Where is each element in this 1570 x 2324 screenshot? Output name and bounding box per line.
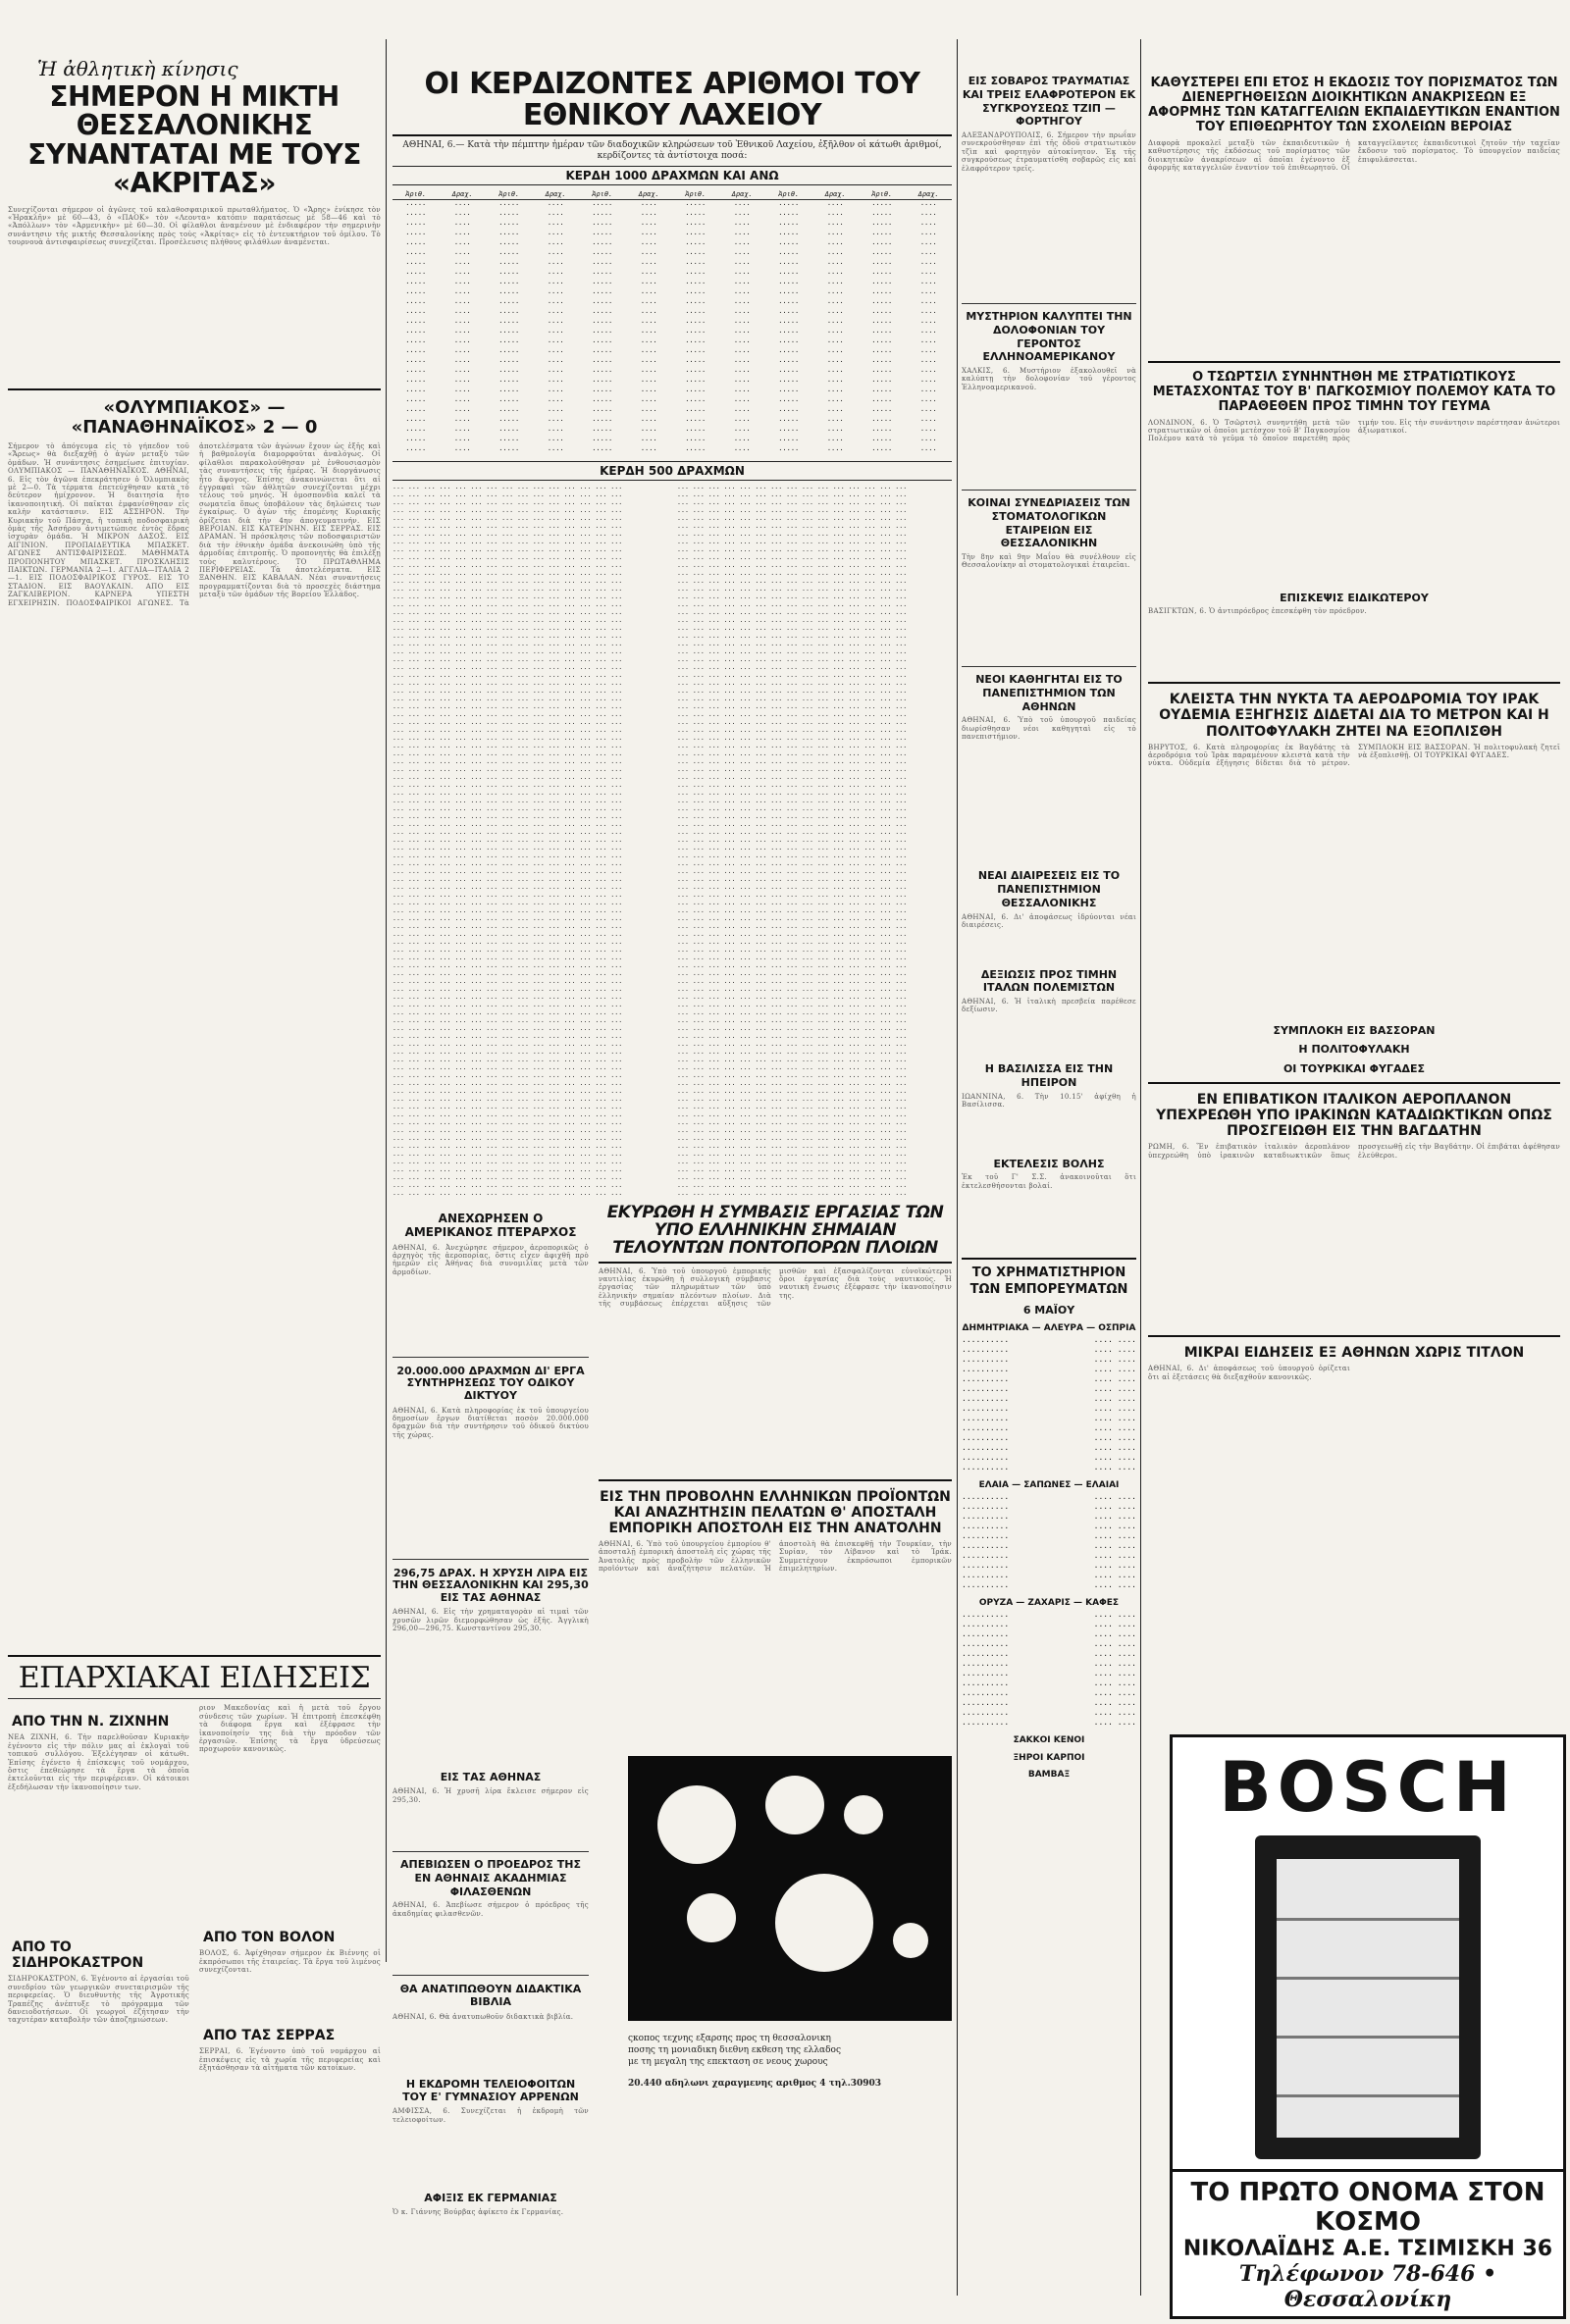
- market-date: 6 ΜΑΪΟΥ: [1022, 1303, 1075, 1317]
- article-headline: Η ΠΟΛΙΤΟΦΥΛΑΚΗ: [1298, 1043, 1410, 1057]
- article-headline: ΑΠΕΒΙΩΣΕΝ Ο ΠΡΟΕΔΡΟΣ ΤΗΣ ΕΝ ΑΘΗΝΑΙΣ ΑΚΑΔΗΜΙΑΣ ΦΙΛΑΣΘΕΝΩΝ: [400, 1858, 581, 1898]
- article-body: ΑΘΗΝΑΙ, 6. Ὑπὸ τοῦ ὑπουργοῦ ἐμπορικῆς ναυτιλίας ἐκυρώθη ἡ συλλογικὴ σύμβασις ἐργασίας τῶν πληρωμάτων τῶν ὑπὸ ἑλληνικὴν σημαίαν πλεόντων πλοίων. Διὰ τῆς συμβάσεως ἐπέρχεται αὔξησις τῶν μισθῶν καὶ ἐξασφαλίζονται εὐνοϊκώτεροι ὅροι ἐργασίας διὰ τοὺς ναυτικούς. Ἡ ναυτικὴ ἕνωσις ἐξέφρασε τὴν ἱκανοποίησιν της.: [599, 1266, 952, 1309]
- table-column-header: Δραχ.: [440, 189, 487, 200]
- price-row: ·········· ···· ····: [962, 1543, 1136, 1552]
- price-row: ·········· ···· ····: [962, 1405, 1136, 1415]
- table-row: ····· ···· ····· ···· ····· ···· ····· ···· ····· ···· ····· ····: [405, 397, 937, 405]
- table-row: ····· ···· ····· ···· ····· ···· ····· ···· ····· ···· ····· ····: [405, 417, 937, 425]
- article-headline: ΚΑΘΥΣΤΕΡΕΙ ΕΠΙ ΕΤΟΣ Η ΕΚΔΟΣΙΣ ΤΟΥ ΠΟΡΙΣΜΑΤΟΣ ΤΩΝ ΔΙΕΝΕΡΓΗΘΕΙΣΩΝ ΔΙΟΙΚΗΤΙΚΩΝ ΑΝΑΚΡΙΣΕΩΝ ΕΞ ΑΦΟΡΜΗΣ ΤΩΝ ΚΑΤΑΓΓΕΛΙΩΝ ΕΚΠΑΙΔΕΥΤΙΚΩΝ ΕΝΑΝΤΙΟΝ ΤΟΥ ΕΠΙΘΕΩΡΗΤΟΥ ΤΩΝ ΣΧΟΛΕΙΩΝ ΒΕΡΟΙΑΣ: [1148, 76, 1560, 134]
- column-rule: [1140, 39, 1141, 2296]
- article-headline: Ο ΤΣΩΡΤΣΙΛ ΣΥΝΗΝΤΗΘΗ ΜΕ ΣΤΡΑΤΙΩΤΙΚΟΥΣ ΜΕΤΑΣΧΟΝΤΑΣ ΤΟΥ Β' ΠΑΓΚΟΣΜΙΟΥ ΠΟΛΕΜΟΥ ΚΑΤΑ ΤΟ ΠΑΡΑΘΕΘΕΝ ΠΡΟΣ ΤΙΜΗΝ ΤΟΥ ΓΕΥΜΑ: [1152, 369, 1556, 414]
- article-headline: ΝΕΟΙ ΚΑΘΗΓΗΤΑΙ ΕΙΣ ΤΟ ΠΑΝΕΠΙΣΤΗΜΙΟΝ ΤΩΝ ΑΘΗΝΩΝ: [975, 673, 1123, 713]
- price-row: ·········· ···· ····: [962, 1454, 1136, 1464]
- price-row: ·········· ···· ····: [962, 1720, 1136, 1730]
- sports-headline: ΣΗΜΕΡΟΝ Η ΜΙΚΤΗ ΘΕΣΣΑΛΟΝΙΚΗΣ ΣΥΝΑΝΤΑΤΑΙ ΜΕ ΤΟΥΣ «ΑΚΡΙΤΑΣ»: [27, 80, 361, 200]
- provinces-headline: ΕΠΑΡΧΙΑΚΑΙ ΕΙΔΗΣΕΙΣ: [18, 1660, 371, 1695]
- table-column-header: Ἀριθ.: [486, 189, 533, 200]
- article-body: ΑΘΗΝΑΙ, 6. Κατὰ πληροφορίας ἐκ τοῦ ὑπουργείου δημοσίων ἔργων διατίθεται ποσὸν 20.000.000 δραχμῶν διὰ τὴν συντήρησιν τοῦ ὁδικοῦ δικτύου τῆς χώρας.: [392, 1406, 589, 1439]
- article-body: ΙΩΑΝΝΙΝΑ, 6. Τὴν 10.15' ἀφίχθη ἡ Βασίλισσα.: [962, 1092, 1136, 1109]
- table-column-header: Ἀριθ.: [392, 189, 440, 200]
- article-headline: ΜΥΣΤΗΡΙΟΝ ΚΑΛΥΠΤΕΙ ΤΗΝ ΔΟΛΟΦΟΝΙΑΝ ΤΟΥ ΓΕΡΟΝΤΟΣ ΕΛΛΗΝΟΑΜΕΡΙΚΑΝΟΥ: [966, 310, 1132, 364]
- article-headline: ΣΥΜΠΛΟΚΗ ΕΙΣ ΒΑΣΣΟΡΑΝ: [1273, 1023, 1436, 1037]
- dateline-heading: ΑΠΟ ΤΗΝ Ν. ΖΙΧΝΗΝ: [12, 1714, 170, 1730]
- table-row: ····· ···· ····· ···· ····· ···· ····· ···· ····· ···· ····· ····: [405, 407, 937, 415]
- article-headline: Η ΕΚΔΡΟΜΗ ΤΕΛΕΙΟΦΟΙΤΩΝ ΤΟΥ Ε' ΓΥΜΝΑΣΙΟΥ ΑΡΡΕΝΩΝ: [402, 2077, 579, 2104]
- article-body: ριον Μακεδονίας καὶ ἡ μετὰ τοῦ ἔργου σύνδεσις τῶν χωρίων. Ἡ ἐπιτροπὴ ἐπεσκέφθη τὰ διάφορα ἔργα καὶ ἐξέφρασε τὴν ἱκανοποίησίν της διὰ τὴν πρόοδον τῶν ἐργασιῶν. Ἐπίσης τὰ ἔργα ὑδρεύσεως προχωροῦν κανονικῶς.: [199, 1704, 381, 1754]
- table-row: ····· ···· ····· ···· ····· ···· ····· ···· ····· ···· ····· ····: [405, 368, 937, 376]
- price-list: [962, 1337, 1136, 1474]
- dateline-heading: ΑΠΟ ΤΟ ΣΙΔΗΡΟΚΑΣΤΡΟΝ: [12, 1939, 144, 1972]
- table-row: ····· ···· ····· ···· ····· ···· ····· ···· ····· ···· ····· ····: [405, 348, 937, 356]
- article-body: ΒΟΛΟΣ, 6. Ἀφίχθησαν σήμερον ἐκ Βιέννης οἱ ἐκπρόσωποι τῆς ἑταιρείας. Τὰ ἔργα τοῦ λιμένος συνεχίζονται.: [199, 1949, 381, 1975]
- number-list: ··· ··· ··· ··· ··· ··· ··· ··· ··· ··· ··· ··· ··· ··· ··· ··· ··· ··· ··· ··· ··· ··· ··· ··· ··· ··· ··· ··· ··· ··· ··· ··· ··· ··· ··· ··· ··· ··· ··· ··· ··· ··· ··· ··· ··· ··· ··· ··· ··· ··· ··· ··· ··· ··· ··· ··· ··· ··· ··· ··· ··· ··· ··· ··· ··· ··· ··· ··· ··· ··· ··· ··· ··· ··· ··· ··· ··· ··· ··· ··· ··· ··· ··· ··· ··· ··· ··· ··· ··· ··· ··· ··· ··· ··· ··· ··· ··· ··· ··· ··· ··· ··· ··· ··· ··· ··· ··· ··· ··· ··· ··· ··· ··· ··· ··· ··· ··· ··· ··· ··· ··· ··· ··· ··· ··· ··· ··· ··· ··· ··· ··· ··· ··· ··· ··· ··· ··· ··· ··· ··· ··· ··· ··· ··· ··· ··· ··· ··· ··· ··· ··· ··· ··· ··· ··· ··· ··· ··· ··· ··· ··· ··· ··· ··· ··· ··· ··· ··· ··· ··· ··· ··· ··· ··· ··· ··· ··· ··· ··· ··· ··· ··· ··· ··· ··· ··· ··· ··· ··· ··· ··· ··· ··· ··· ··· ··· ··· ··· ··· ··· ··· ··· ··· ··· ··· ··· ··· ··· ··· ··· ··· ··· ··· ··· ··· ··· ··· ··· ··· ··· ··· ··· ··· ··· ··· ··· ··· ··· ··· ··· ··· ··· ··· ··· ··· ··· ··· ··· ··· ··· ··· ··· ··· ··· ··· ··· ··· ··· ··· ··· ··· ··· ··· ··· ··· ··· ··· ··· ··· ··· ··· ··· ··· ··· ··· ··· ··· ··· ··· ··· ··· ··· ··· ··· ··· ··· ··· ··· ··· ··· ··· ··· ··· ··· ··· ··· ··· ··· ··· ··· ··· ··· ··· ··· ··· ··· ··· ··· ··· ··· ··· ··· ··· ··· ··· ··· ··· ··· ··· ··· ··· ··· ··· ··· ··· ··· ··· ··· ··· ··· ··· ··· ··· ··· ··· ··· ··· ··· ··· ··· ··· ··· ··· ··· ··· ··· ··· ··· ··· ··· ··· ··· ··· ··· ··· ··· ··· ··· ··· ··· ··· ··· ··· ··· ··· ··· ··· ··· ··· ··· ··· ··· ··· ··· ··· ··· ··· ··· ··· ··· ··· ··· ··· ··· ··· ··· ··· ··· ··· ··· ··· ··· ··· ··· ··· ··· ··· ··· ··· ··· ··· ··· ··· ··· ··· ··· ··· ··· ··· ··· ··· ··· ··· ··· ··· ··· ··· ··· ··· ··· ··· ··· ··· ··· ··· ··· ··· ··· ··· ··· ··· ··· ··· ··· ··· ··· ··· ··· ··· ··· ··· ··· ··· ··· ··· ··· ··· ··· ··· ··· ··· ··· ··· ··· ··· ··· ··· ··· ··· ··· ··· ··· ··· ··· ··· ··· ··· ··· ··· ··· ··· ··· ··· ··· ··· ··· ··· ··· ··· ··· ··· ··· ··· ··· ··· ··· ··· ··· ··· ··· ··· ··· ··· ··· ··· ··· ··· ··· ··· ··· ··· ··· ··· ··· ··· ··· ··· ··· ··· ··· ··· ··· ··· ··· ··· ··· ··· ··· ··· ··· ··· ··· ··· ··· ··· ··· ··· ··· ··· ··· ··· ··· ··· ··· ··· ··· ··· ··· ··· ··· ··· ··· ··· ··· ··· ··· ··· ··· ··· ··· ··· ··· ··· ··· ··· ··· ··· ··· ··· ··· ··· ··· ··· ··· ··· ··· ··· ··· ··· ··· ··· ··· ··· ··· ··· ··· ··· ··· ··· ··· ··· ··· ··· ··· ··· ··· ··· ··· ··· ··· ··· ··· ··· ··· ··· ··· ··· ··· ··· ··· ··· ··· ··· ··· ··· ··· ··· ··· ··· ··· ··· ··· ··· ··· ··· ··· ··· ··· ··· ··· ··· ··· ··· ··· ··· ··· ··· ··· ··· ··· ··· ··· ··· ··· ··· ··· ··· ··· ··· ··· ··· ··· ··· ··· ··· ··· ··· ··· ··· ··· ··· ··· ··· ··· ··· ··· ··· ··· ··· ··· ··· ··· ··· ··· ··· ··· ··· ··· ··· ··· ··· ··· ··· ··· ··· ··· ··· ··· ··· ··· ··· ··· ··· ··· ··· ··· ··· ··· ··· ··· ··· ··· ··· ··· ··· ··· ··· ··· ··· ··· ··· ··· ··· ··· ··· ··· ··· ··· ··· ··· ··· ··· ··· ··· ··· ··· ··· ··· ··· ··· ··· ··· ··· ··· ··· ··· ··· ··· ··· ··· ··· ··· ··· ··· ··· ··· ··· ··· ··· ··· ··· ··· ··· ··· ··· ··· ··· ··· ··· ··· ··· ··· ··· ··· ··· ··· ··· ··· ··· ··· ··· ··· ··· ··· ··· ··· ··· ··· ··· ··· ··· ··· ··· ··· ··· ··· ··· ··· ··· ··· ··· ··· ··· ··· ··· ··· ··· ··· ··· ··· ··· ··· ··· ··· ··· ··· ··· ··· ··· ··· ··· ··· ··· ··· ··· ··· ··· ··· ··· ··· ··· ··· ··· ··· ··· ··· ··· ··· ··· ··· ··· ··· ··· ··· ··· ··· ··· ··· ··· ··· ··· ··· ··· ··· ··· ··· ··· ··· ··· ··· ··· ··· ··· ··· ··· ··· ··· ··· ··· ··· ··· ··· ··· ··· ··· ··· ··· ··· ··· ··· ··· ··· ··· ··· ··· ··· ··· ··· ··· ··· ··· ··· ··· ··· ··· ··· ··· ··· ··· ··· ··· ··· ··· ··· ··· ··· ··· ··· ··· ··· ··· ··· ··· ··· ··· ··· ··· ··· ··· ··· ··· ··· ··· ··· ··· ··· ··· ··· ··· ··· ··· ··· ··· ··· ··· ··· ··· ··· ··· ··· ··· ··· ··· ··· ··· ··· ··· ··· ··· ··· ··· ··· ··· ··· ··· ··· ··· ··· ··· ··· ··· ··· ··· ··· ··· ··· ··· ··· ··· ··· ··· ··· ··· ··· ··· ··· ··· ··· ··· ··· ··· ··· ··· ··· ··· ··· ··· ··· ··· ··· ··· ··· ··· ··· ··· ··· ··· ··· ··· ··· ··· ··· ··· ··· ··· ··· ··· ··· ··· ··· ··· ··· ··· ··· ··· ··· ··· ··· ··· ··· ··· ··· ··· ··· ··· ··· ··· ··· ··· ··· ··· ··· ··· ··· ··· ··· ··· ··· ··· ··· ··· ··· ··· ··· ··· ··· ··· ··· ··· ··· ··· ··· ··· ··· ··· ··· ··· ··· ··· ··· ··· ··· ··· ··· ··· ··· ··· ··· ··· ··· ··· ··· ··· ··· ··· ··· ··· ··· ··· ··· ··· ··· ··· ··· ··· ··· ··· ··· ··· ··· ··· ··· ··· ··· ··· ··· ··· ··· ··· ··· ··· ··· ··· ··· ··· ··· ··· ··· ··· ··· ··· ··· ··· ··· ··· ··· ··· ··· ··· ··· ··· ··· ··· ··· ··· ··· ··· ··· ··· ··· ··· ··· ··· ··· ··· ··· ··· ··· ··· ··· ··· ··· ··· ··· ··· ··· ··· ··· ··· ··· ··· ··· ··· ··· ··· ··· ··· ··· ··· ··· ··· ··· ··· ··· ··· ··· ··· ··· ··· ··· ··· ··· ··· ··· ··· ··· ··· ··· ··· ··· ··· ··· ··· ··· ··· ··· ··· ··· ··· ··· ··· ··· ··· ··· ··· ··· ··· ··· ··· ··· ··· ··· ··· ··· ··· ··· ··· ··· ··· ··· ··· ··· ··· ··· ··· ··· ··· ··· ··· ··· ··· ··· ··· ··· ··· ··· ··· ··· ··· ··· ··· ··· ··· ··· ··· ··· ··· ··· ··· ··· ··· ··· ··· ··· ··· ··· ··· ··· ··· ··· ··· ··· ··· ··· ··· ··· ··· ··· ··· ··· ··· ··· ··· ··· ··· ··· ··· ··· ··· ··· ··· ··· ··· ··· ··· ··· ··· ··· ··· ··· ··· ··· ··· ··· ··· ··· ··· ··· ··· ··· ··· ··· ··· ··· ··· ··· ··· ··· ··· ··· ··· ··· ··· ··· ··· ··· ··· ··· ··· ··· ··· ··· ··· ··· ··· ··· ··· ··· ··· ··· ··· ··· ··· ··· ··· ··· ··· ··· ··· ··· ··· ··· ··· ··· ··· ··· ··· ··· ··· ··· ··· ··· ··· ··· ··· ··· ··· ··· ··· ··· ··· ··· ··· ··· ··· ··· ··· ··· ··· ··· ··· ··· ··· ··· ··· ··· ··· ··· ··· ··· ··· ··· ··· ··· ··· ··· ··· ··· ··· ··· ··· ··· ··· ··· ··· ··· ··· ··· ··· ··· ··· ··· ··· ··· ···: [677, 485, 908, 1197]
- article-body: Συνεχίζονται σήμερον οἱ ἀγῶνες τοῦ καλαθοσφαιρικοῦ πρωταθλήματος. Ὁ «Ἄρης» ἐνίκησε τὸν «Ἡρακλῆν» μὲ 60—43, ὁ «ΠΑΟΚ» τὸν «Λεοντα» κατόπιν παρατάσεως μὲ 58—46 καὶ τὸ «Ἀπόλλων» τὸν «Ἀρμενικὴν» μὲ 60—30. Οἱ φίλαθλοι ἀναμένουν μὲ ἐνδιαφέρον τὴν σημερινὴν συνάντησιν τῆς μικτῆς Θεσσαλονίκης πρὸς τοὺς «Ἀκρίτας» εἰς τὸ ἐντευκτήριον τοῦ ὁμίλου. Τὸ τουρνουὰ ἀντισφαιρίσεως συνεχίζεται. Προσέλευσις πλήθους φιλάθλων ἀναμένεται.: [8, 205, 381, 247]
- price-row: ·········· ···· ····: [962, 1434, 1136, 1444]
- article-body: ΑΜΦΙΣΣΑ, 6. Συνεχίζεται ἡ ἐκδρομὴ τῶν τελειοφοίτων.: [392, 2107, 589, 2124]
- price-row: ·········· ···· ····: [962, 1424, 1136, 1434]
- article-headline: ΕΙΣ ΤΑΣ ΑΘΗΝΑΣ: [440, 1771, 542, 1784]
- ad-graphic: [628, 1756, 952, 2021]
- table-column-header: Ἀριθ.: [765, 189, 812, 200]
- article-headline: ΚΟΙΝΑΙ ΣΥΝΕΔΡΙΑΣΕΙΣ ΤΩΝ ΣΤΟΜΑΤΟΛΟΓΙΚΩΝ ΕΤΑΙΡΕΙΩΝ ΕΙΣ ΘΕΣΣΑΛΟΝΙΚΗΝ: [968, 496, 1130, 550]
- article-body: ΣΕΡΡΑΙ, 6. Ἐγένοντο ὑπὸ τοῦ νομάρχου αἱ ἐπισκέψεις εἰς τὰ χωρία τῆς περιφερείας καὶ ἐξητάσθησαν τὰ αἰτήματα τῶν κατοίκων.: [199, 2047, 381, 2073]
- table-column-header: Ἀριθ.: [859, 189, 906, 200]
- left-column: [8, 39, 381, 2315]
- price-row: ·········· ···· ····: [962, 1504, 1136, 1513]
- price-row: ·········· ···· ····: [962, 1533, 1136, 1542]
- price-row: ·········· ···· ····: [962, 1415, 1136, 1424]
- article-body: ΡΩΜΗ, 6. Ἕν ἐπιβατικὸν ἰταλικὸν ἀεροπλάνον ὑπεχρεώθη ὑπὸ ἰρακινῶν καταδιωκτικῶν ὅπως προσγειωθῇ εἰς τὴν Βαγδάτην. Οἱ ἐπιβάται ἀφέθησαν ἐλεύθεροι.: [1148, 1143, 1560, 1160]
- table-row: ····· ···· ····· ···· ····· ···· ····· ···· ····· ···· ····· ····: [405, 378, 937, 386]
- article-body: ΑΘΗΝΑΙ, 6. Δι' ἀποφάσεως τοῦ ὑπουργοῦ ὁρίζεται ὅτι αἱ ἐξετάσεις θὰ διεξαχθοῦν κανονικῶς.: [1148, 1365, 1350, 1381]
- article-headline: ΚΛΕΙΣΤΑ ΤΗΝ ΝΥΚΤΑ ΤΑ ΑΕΡΟΔΡΟΜΙΑ ΤΟΥ ΙΡΑΚ ΟΥΔΕΜΙΑ ΕΞΗΓΗΣΙΣ ΔΙΔΕΤΑΙ ΔΙΑ ΤΟ ΜΕΤΡΟΝ ΚΑΙ Η ΠΟΛΙΤΟΦΥΛΑΚΗ ΖΗΤΕΙ ΝΑ ΕΞΟΠΛΙΣΘΗ: [1159, 692, 1549, 740]
- price-row: ·········· ···· ····: [962, 1690, 1136, 1700]
- table-column-header: Ἀριθ.: [579, 189, 626, 200]
- article-headline: ΟΙ ΤΟΥΡΚΙΚΑΙ ΦΥΓΑΔΕΣ: [1282, 1062, 1426, 1076]
- table-row: ····· ···· ····· ···· ····· ···· ····· ···· ····· ···· ····· ····: [405, 319, 937, 327]
- market-headline: ΤΟ ΧΡΗΜΑΤΙΣΤΗΡΙΟΝ ΤΩΝ ΕΜΠΟΡΕΥΜΑΤΩΝ: [969, 1265, 1128, 1297]
- middle-lower-right: [599, 1205, 952, 1754]
- ad-phone: Τηλέφωνον 78-646 • Θεσσαλονίκη: [1238, 2261, 1497, 2312]
- price-row: ·········· ···· ····: [962, 1661, 1136, 1671]
- article-headline: ΘΑ ΑΝΑΤΙΠΩΘΟΥΝ ΔΙΔΑΚΤΙΚΑ ΒΙΒΛΙΑ: [399, 1983, 582, 2009]
- table-row: ····· ···· ····· ···· ····· ···· ····· ···· ····· ···· ····· ····: [405, 260, 937, 268]
- article-headline: Η ΒΑΣΙΛΙΣΣΑ ΕΙΣ ΤΗΝ ΗΠΕΙΡΟΝ: [984, 1062, 1114, 1089]
- table-column-header: Δραχ.: [533, 189, 580, 200]
- article-body: ΑΘΗΝΑΙ, 6. Ὑπὸ τοῦ ὑπουργοῦ παιδείας διωρίσθησαν νέοι καθηγηταὶ εἰς τὸ πανεπιστήμιον.: [962, 716, 1136, 742]
- article-body: ΣΙΔΗΡΟΚΑΣΤΡΟΝ, 6. Ἐγένοντο αἱ ἐργασίαι τοῦ συνεδρίου τῶν γεωργικῶν συνεταιρισμῶν τῆς περιφερείας. Ὁ διευθυντὴς τῆς Ἀγροτικῆς Τραπέζης ἀνέπτυξε τὸ πρόγραμμα τῶν δανειοδοτήσεων. Οἱ γεωργοὶ ἐζήτησαν τὴν ταχυτέραν καταβολὴν τῶν ἀποζημιώσεων.: [8, 1975, 189, 2025]
- refrigerator-illustration: [1255, 1835, 1481, 2159]
- table-row: ····· ···· ····· ···· ····· ···· ····· ···· ····· ···· ····· ····: [405, 446, 937, 454]
- article-body: ΝΕΑ ΖΙΧΝΗ, 6. Τὴν παρελθοῦσαν Κυριακὴν ἐγένοντο εἰς τὴν πόλιν μας αἱ ἐκλογαὶ τοῦ τοπικοῦ συλλόγου. Ἐξελέγησαν οἱ κάτωθι. Ἐπίσης ἐγένετο ἡ ἐπίσκεψις τοῦ νομάρχου, ὅστις ἐπεθεώρησε τὰ ἔργα τὰ ὁποῖα ἐκτελοῦνται εἰς τὴν περιφέρειαν. Οἱ κάτοικοι ἐξεδήλωσαν τὴν ἱκανοποίησιν των.: [8, 1733, 189, 1791]
- article-body: Ἐκ τοῦ Γ' Σ.Σ. ἀνακοινοῦται ὅτι ἐκτελεσθήσονται βολαί.: [962, 1173, 1136, 1190]
- article-headline: ΕΝ ΕΠΙΒΑΤΙΚΟΝ ΙΤΑΛΙΚΟΝ ΑΕΡΟΠΛΑΝΟΝ ΥΠΕΧΡΕΩΘΗ ΥΠΟ ΙΡΑΚΙΝΩΝ ΚΑΤΑΔΙΩΚΤΙΚΩΝ ΟΠΩΣ ΠΡΟΣΓΕΙΩΘΗ ΕΙΣ ΤΗΝ ΒΑΓΔΑΤΗΝ: [1156, 1091, 1552, 1140]
- price-row: ·········· ···· ····: [962, 1573, 1136, 1581]
- price-row: ·········· ···· ····: [962, 1356, 1136, 1366]
- article-headline: 20.000.000 ΔΡΑΧΜΩΝ ΔΙ' ΕΡΓΑ ΣΥΝΤΗΡΗΣΕΩΣ ΤΟΥ ΟΔΙΚΟΥ ΔΙΚΤΥΟΥ: [396, 1364, 585, 1402]
- price-row: ·········· ···· ····: [962, 1553, 1136, 1562]
- market-category: ΟΡΥΖΑ — ΖΑΧΑΡΙΣ — ΚΑΦΕΣ: [978, 1598, 1120, 1608]
- market-category: ΒΑΜΒΑΞ: [1027, 1769, 1071, 1780]
- article-body: ΑΘΗΝΑΙ, 6. Ἀνεχώρησε σήμερον ἀεροπορικῶς ὁ ἀρχηγὸς τῆς ἀεροπορίας, ὅστις εἶχεν ἀφιχθῆ πρὸ ἡμερῶν εἰς Ἀθήνας διὰ συνομιλίας μετὰ τῶν ἁρμοδίων.: [392, 1243, 589, 1276]
- dateline-heading: ΑΠΟ ΤΟΝ ΒΟΛΟΝ: [203, 1930, 336, 1946]
- table-column-header: Ἀριθ.: [672, 189, 719, 200]
- article-body: ΑΘΗΝΑΙ, 6. Ἀπεβίωσε σήμερον ὁ πρόεδρος τῆς ἀκαδημίας φιλασθενῶν.: [392, 1901, 589, 1918]
- ad-tagline: ΤΟ ΠΡΩΤΟ ΟΝΟΜΑ ΣΤΟΝ ΚΟΣΜΟ: [1173, 2169, 1563, 2237]
- article-headline: ΝΕΑΙ ΔΙΑΙΡΕΣΕΙΣ ΕΙΣ ΤΟ ΠΑΝΕΠΙΣΤΗΜΙΟΝ ΘΕΣΣΑΛΟΝΙΚΗΣ: [977, 869, 1121, 909]
- dateline-heading: ΑΠΟ ΤΑΣ ΣΕΡΡΑΣ: [203, 2028, 336, 2044]
- article-headline: 296,75 ΔΡΑΧ. Η ΧΡΥΣΗ ΛΙΡΑ ΕΙΣ ΤΗΝ ΘΕΣΣΑΛΟΝΙΚΗΝ ΚΑΙ 295,30 ΕΙΣ ΤΑΣ ΑΘΗΝΑΣ: [392, 1566, 589, 1604]
- table-row: ····· ···· ····· ···· ····· ···· ····· ···· ····· ···· ····· ····: [405, 240, 937, 248]
- table-column-header: Δραχ.: [906, 189, 953, 200]
- match-headline: «ΟΛΥΜΠΙΑΚΟΣ» — «ΠΑΝΑΘΗΝΑΪΚΟΣ» 2 — 0: [71, 396, 318, 439]
- market-category: ΣΑΚΚΟΙ ΚΕΝΟΙ: [1013, 1735, 1085, 1746]
- contract-headline: ΕΚΥΡΩΘΗ Η ΣΥΜΒΑΣΙΣ ΕΡΓΑΣΙΑΣ ΤΩΝ ΥΠΟ ΕΛΛΗΝΙΚΗΝ ΣΗΜΑΙΑΝ ΤΕΛΟΥΝΤΩΝ ΠΟΝΤΟΠΟΡΩΝ ΠΛΟΙΩΝ: [599, 1205, 952, 1264]
- price-row: ·········· ···· ····: [962, 1563, 1136, 1572]
- price-row: ·········· ···· ····: [962, 1375, 1136, 1385]
- article-headline: ΕΠΙΣΚΕΨΙΣ ΕΙΔΙΚΩΤΕΡΟΥ: [1280, 591, 1429, 604]
- price-row: ·········· ···· ····: [962, 1444, 1136, 1454]
- table-row: ····· ···· ····· ···· ····· ···· ····· ···· ····· ···· ····· ····: [405, 338, 937, 346]
- article-headline: ΑΦΙΞΙΣ ΕΚ ΓΕΡΜΑΝΙΑΣ: [424, 2192, 557, 2205]
- table-row: ····· ···· ····· ···· ····· ···· ····· ···· ····· ···· ····· ····: [405, 437, 937, 444]
- price-row: ·········· ···· ····: [962, 1336, 1136, 1346]
- article-body: ΛΟΝΔΙΝΟΝ, 6. Ὁ Τσῶρτσιλ συνηντήθη μετὰ τῶν στρατιωτικῶν οἱ ὁποῖοι μετέσχον τοῦ Β' Παγκοσμίου Πολέμου κατὰ τὸ γεῦμα τὸ ὁποῖον παρετέθη πρὸς τιμήν του. Εἰς τὴν συνάντησιν παρέστησαν ἀνώτεροι ἀξιωματικοί.: [1148, 418, 1560, 443]
- price-row: ·········· ···· ····: [962, 1622, 1136, 1631]
- price-row: ·········· ···· ····: [962, 1346, 1136, 1356]
- price-row: ·········· ···· ····: [962, 1366, 1136, 1375]
- article-body: ΑΛΕΞΑΝΔΡΟΥΠΟΛΙΣ, 6. Σήμερον τὴν πρωΐαν συνεκρούσθησαν ἐπὶ τῆς ὁδοῦ στρατιωτικὸν τζὶπ καὶ φορτηγὸν αὐτοκίνητον. Ἐκ τῆς συγκρούσεως ἐτραυματίσθη σοβαρῶς εἷς καὶ ἐλαφρότερον τρεῖς.: [962, 131, 1136, 173]
- article-body: Διαφορὰ προκαλεῖ μεταξὺ τῶν ἐκπαιδευτικῶν ἡ καθυστέρησις τῆς ἐκδόσεως τοῦ πορίσματος τῶν διοικητικῶν ἀνακρίσεων αἱ ὁποῖαι ἐγένοντο ἐξ ἀφορμῆς καταγγελιῶν ἐναντίον τοῦ ἐπιθεωρητοῦ. Οἱ καταγγείλαντες ἐκπαιδευτικοὶ ζητοῦν τὴν ταχεῖαν ἔκδοσιν τοῦ πορίσματος. Τὸ ὑπουργεῖον παιδείας ἐπιφυλάσσεται.: [1148, 138, 1560, 172]
- fair-advertisement: [628, 1756, 952, 2021]
- news-column: [962, 69, 1136, 2305]
- price-row: ·········· ···· ····: [962, 1395, 1136, 1405]
- table-row: ····· ···· ····· ···· ····· ···· ····· ···· ····· ···· ····· ····: [405, 329, 937, 336]
- ad-line: με τη μεγαλη της επεκταση σε νεους χωρους: [628, 2057, 828, 2067]
- table-row: ····· ···· ····· ···· ····· ···· ····· ···· ····· ···· ····· ····: [405, 387, 937, 395]
- price-row: ·········· ···· ····: [962, 1514, 1136, 1523]
- article-body: Τὴν 8ην καὶ 9ην Μαΐου θὰ συνέλθουν εἰς Θεσσαλονίκην αἱ στοματολογικαὶ ἑταιρεῖαι.: [962, 553, 1136, 570]
- table-row: ····· ···· ····· ···· ····· ···· ····· ···· ····· ···· ····· ····: [405, 299, 937, 307]
- table-row: ····· ···· ····· ···· ····· ···· ····· ···· ····· ···· ····· ····: [405, 309, 937, 317]
- market-category: ΞΗΡΟΙ ΚΑΡΠΟΙ: [1013, 1752, 1085, 1763]
- table-title: ΚΕΡΔΗ 500 ΔΡΑΧΜΩΝ: [392, 461, 952, 481]
- middle-lower-left: [392, 1205, 589, 2313]
- export-headline: ΕΙΣ ΤΗΝ ΠΡΟΒΟΛΗΝ ΕΛΛΗΝΙΚΩΝ ΠΡΟΪΟΝΤΩΝ ΚΑΙ ΑΝΑΖΗΤΗΣΙΝ ΠΕΛΑΤΩΝ Θ' ΑΠΟΣΤΑΛΗ ΕΜΠΟΡΙΚΗ ΑΠΟΣΤΟΛΗ ΕΙΣ ΤΗΝ ΑΝΑΤΟΛΗΝ: [600, 1488, 951, 1536]
- article-body: ΑΘΗΝΑΙ, 6. Ἡ ἰταλικὴ πρεσβεία παρέθεσε δεξίωσιν.: [962, 998, 1136, 1014]
- price-row: ·········· ···· ····: [962, 1582, 1136, 1591]
- table-row: ····· ···· ····· ···· ····· ···· ····· ···· ····· ···· ····· ····: [405, 427, 937, 435]
- table-row: ····· ···· ····· ···· ····· ···· ····· ···· ····· ···· ····· ····: [405, 358, 937, 366]
- ad-line: 20.440 αδηλωνι χαραγμενης αριθμος 4 τηλ.30903: [628, 2079, 882, 2089]
- article-body: Σήμερον τὸ ἀπόγευμα εἰς τὸ γήπεδον τοῦ «Ἄρεως» θὰ διεξαχθῇ ὁ ἀγὼν μεταξὺ τῶν ὁμάδων. Ἡ συνάντησις ἐσημείωσε ἐπιτυχίαν. ΟΛΥΜΠΙΑΚΟΣ — ΠΑΝΑΘΗΝΑΪΚΟΣ. ΑΘΗΝΑΙ, 6. Εἰς τὸν ἀγῶνα ἐπεκράτησεν ὁ Ὀλυμπιακὸς μὲ 2—0. Τὰ τέρματα ἐπετεύχθησαν κατὰ τὸ δεύτερον ἡμίχρονον. Ἡ διαιτησία ἦτο ἱκανοποιητική. Οἱ παῖκται ἐμφανίσθησαν εἰς καλὴν κατάστασιν. ΕΙΣ ΑΣΣΗΡΟΝ. Τὴν Κυριακὴν τοῦ Πάσχα, ἡ τοπικὴ ποδοσφαιρικὴ ὁμὰς τῆς Ἀσσήρου ἀντιμετώπισε ἐντὸς ἕδρας ἰσχυρὰν ὁμάδα. Ἡ ΜΙΚΡΟΝ ΔΑΣΟΣ. ΕΙΣ ΑΙΓΙΝΙΟΝ. ΠΡΟΠΑΙΔΕΥΤΙΚΑ ΜΠΑΣΚΕΤ. ΑΓΩΝΕΣ ΑΝΤΙΣΦΑΙΡΙΣΕΩΣ. ΜΑΘΗΜΑΤΑ ΠΡΟΠΟΝΗΤΟΥ ΜΠΑΣΚΕΤ. ΠΡΟΣΚΛΗΣΙΣ ΠΑΙΚΤΩΝ. ΓΕΡΜΑΝΙΑ 2—1. ΑΓΓΛΙΑ—ΙΤΑΛΙΑ 2—1. ΕΙΣ ΠΟΔΟΣΦΑΙΡΙΚΟΣ ΓΥΡΟΣ. ΕΙΣ ΤΟ ΣΤΑΔΙΟΝ. ΕΙΣ ΒΑΟΥΛΚΛΙΝ. ΑΠΟ ΕΙΣ ΖΑΓΚΛΙΒΕΡΙΟΝ. ΚΑΡΝΕΡΑ ΥΠΕΣΤΗ ΕΓΧΕΙΡΗΣΙΝ. ΠΟΔΟΣΦΑΙΡΙΚΟΙ ΑΓΩΝΕΣ. Τὰ ἀποτελέσματα τῶν ἀγώνων ἔχουν ὡς ἑξῆς καὶ ἡ βαθμολογία διαμορφοῦται ἀναλόγως. Οἱ φίλαθλοι παρακολούθησαν μὲ ἐνθουσιασμὸν τὰς συναντήσεις τῆς ἡμέρας. Ἡ διοργάνωσις ἦτο ἄψογος. Ἐπίσης ἀνακοινώνεται ὅτι αἱ ἐγγραφαὶ τῶν ἀθλητῶν συνεχίζονται μέχρι τέλους τοῦ μηνός. Ἡ ὁμοσπονδία καλεῖ τὰ σωματεῖα ὅπως ὑποβάλουν τὰς δηλώσεις των ἐγκαίρως. Ὁ ἀγὼν τῆς ἐπομένης Κυριακῆς ὁρίζεται διὰ τὴν 4ην ἀπογευματινήν. ΕΙΣ ΒΕΡΟΙΑΝ. ΕΙΣ ΚΑΤΕΡΙΝΗΝ. ΕΙΣ ΣΕΡΡΑΣ. ΕΙΣ ΔΡΑΜΑΝ. Ἡ πρόσκλησις τῶν ποδοσφαιριστῶν διὰ τὴν ἐθνικὴν ὁμάδα ἀνεκοινώθη ὑπὸ τῆς ἁρμοδίας ἐπιτροπῆς. Ὁ προπονητὴς θὰ ἐπιλέξῃ τοὺς καλυτέρους. ΤΟ ΠΡΩΤΑΘΛΗΜΑ ΠΕΡΙΦΕΡΕΙΑΣ. Τὰ ἀποτελέσματα. ΕΙΣ ΞΑΝΘΗΝ. ΕΙΣ ΚΑΒΑΛΑΝ. Νέαι συναντήσεις προγραμματίζονται διὰ τὸ προσεχὲς διάστημα μεταξὺ τῶν ὁμάδων τῆς Βορείου Ἑλλάδος.: [8, 441, 381, 607]
- article-headline: ΑΝΕΧΩΡΗΣΕΝ Ο ΑΜΕΡΙΚΑΝΟΣ ΠΤΕΡΑΡΧΟΣ: [404, 1212, 577, 1239]
- brand-name: BOSCH: [1219, 1747, 1517, 1828]
- price-row: ·········· ···· ····: [962, 1671, 1136, 1680]
- table-column-header: Δραχ.: [812, 189, 860, 200]
- table-row: ····· ···· ····· ···· ····· ···· ····· ···· ····· ···· ····· ····: [405, 270, 937, 278]
- article-body: ΑΘΗΝΑΙ, 6. Θὰ ἀνατυπωθοῦν διδακτικὰ βιβλία.: [392, 2012, 574, 2021]
- price-row: ·········· ···· ····: [962, 1494, 1136, 1503]
- table-row: ····· ···· ····· ···· ····· ···· ····· ···· ····· ···· ····· ····: [405, 231, 937, 238]
- article-body: ΑΘΗΝΑΙ, 6. Ὑπὸ τοῦ ὑπουργείου ἐμπορίου θ' ἀποσταλῇ ἐμπορικὴ ἀποστολὴ εἰς χώρας τῆς Ἀνατολῆς πρὸς προβολὴν τῶν ἑλληνικῶν προϊόντων καὶ ἀναζήτησιν πελατῶν. Ἡ ἀποστολὴ θὰ ἐπισκεφθῇ τὴν Τουρκίαν, τὴν Συρίαν, τὸν Λίβανον καὶ τὸ Ἰράκ. Συμμετέχουν ἐκπρόσωποι ἐμπορικῶν ἐπιμελητηρίων.: [599, 1539, 952, 1574]
- article-headline: ΔΕΞΙΩΣΙΣ ΠΡΟΣ ΤΙΜΗΝ ΙΤΑΛΩΝ ΠΟΛΕΜΙΣΤΩΝ: [980, 967, 1118, 995]
- price-row: ·········· ···· ····: [962, 1700, 1136, 1710]
- price-row: ·········· ···· ····: [962, 1612, 1136, 1622]
- price-row: ·········· ···· ····: [962, 1385, 1136, 1395]
- table-row: ····· ···· ····· ···· ····· ···· ····· ···· ····· ···· ····· ····: [405, 201, 937, 209]
- ad-line: ςκοπος τεχνης εξαρσης προς τη θεσσαλονικη: [628, 2034, 831, 2043]
- bosch-advertisement: [1170, 1734, 1566, 2319]
- price-list: [962, 1612, 1136, 1730]
- column-rule: [386, 39, 387, 1962]
- price-row: ·········· ···· ····: [962, 1651, 1136, 1661]
- number-list: ··· ··· ··· ··· ··· ··· ··· ··· ··· ··· ··· ··· ··· ··· ··· ··· ··· ··· ··· ··· ··· ··· ··· ··· ··· ··· ··· ··· ··· ··· ··· ··· ··· ··· ··· ··· ··· ··· ··· ··· ··· ··· ··· ··· ··· ··· ··· ··· ··· ··· ··· ··· ··· ··· ··· ··· ··· ··· ··· ··· ··· ··· ··· ··· ··· ··· ··· ··· ··· ··· ··· ··· ··· ··· ··· ··· ··· ··· ··· ··· ··· ··· ··· ··· ··· ··· ··· ··· ··· ··· ··· ··· ··· ··· ··· ··· ··· ··· ··· ··· ··· ··· ··· ··· ··· ··· ··· ··· ··· ··· ··· ··· ··· ··· ··· ··· ··· ··· ··· ··· ··· ··· ··· ··· ··· ··· ··· ··· ··· ··· ··· ··· ··· ··· ··· ··· ··· ··· ··· ··· ··· ··· ··· ··· ··· ··· ··· ··· ··· ··· ··· ··· ··· ··· ··· ··· ··· ··· ··· ··· ··· ··· ··· ··· ··· ··· ··· ··· ··· ··· ··· ··· ··· ··· ··· ··· ··· ··· ··· ··· ··· ··· ··· ··· ··· ··· ··· ··· ··· ··· ··· ··· ··· ··· ··· ··· ··· ··· ··· ··· ··· ··· ··· ··· ··· ··· ··· ··· ··· ··· ··· ··· ··· ··· ··· ··· ··· ··· ··· ··· ··· ··· ··· ··· ··· ··· ··· ··· ··· ··· ··· ··· ··· ··· ··· ··· ··· ··· ··· ··· ··· ··· ··· ··· ··· ··· ··· ··· ··· ··· ··· ··· ··· ··· ··· ··· ··· ··· ··· ··· ··· ··· ··· ··· ··· ··· ··· ··· ··· ··· ··· ··· ··· ··· ··· ··· ··· ··· ··· ··· ··· ··· ··· ··· ··· ··· ··· ··· ··· ··· ··· ··· ··· ··· ··· ··· ··· ··· ··· ··· ··· ··· ··· ··· ··· ··· ··· ··· ··· ··· ··· ··· ··· ··· ··· ··· ··· ··· ··· ··· ··· ··· ··· ··· ··· ··· ··· ··· ··· ··· ··· ··· ··· ··· ··· ··· ··· ··· ··· ··· ··· ··· ··· ··· ··· ··· ··· ··· ··· ··· ··· ··· ··· ··· ··· ··· ··· ··· ··· ··· ··· ··· ··· ··· ··· ··· ··· ··· ··· ··· ··· ··· ··· ··· ··· ··· ··· ··· ··· ··· ··· ··· ··· ··· ··· ··· ··· ··· ··· ··· ··· ··· ··· ··· ··· ··· ··· ··· ··· ··· ··· ··· ··· ··· ··· ··· ··· ··· ··· ··· ··· ··· ··· ··· ··· ··· ··· ··· ··· ··· ··· ··· ··· ··· ··· ··· ··· ··· ··· ··· ··· ··· ··· ··· ··· ··· ··· ··· ··· ··· ··· ··· ··· ··· ··· ··· ··· ··· ··· ··· ··· ··· ··· ··· ··· ··· ··· ··· ··· ··· ··· ··· ··· ··· ··· ··· ··· ··· ··· ··· ··· ··· ··· ··· ··· ··· ··· ··· ··· ··· ··· ··· ··· ··· ··· ··· ··· ··· ··· ··· ··· ··· ··· ··· ··· ··· ··· ··· ··· ··· ··· ··· ··· ··· ··· ··· ··· ··· ··· ··· ··· ··· ··· ··· ··· ··· ··· ··· ··· ··· ··· ··· ··· ··· ··· ··· ··· ··· ··· ··· ··· ··· ··· ··· ··· ··· ··· ··· ··· ··· ··· ··· ··· ··· ··· ··· ··· ··· ··· ··· ··· ··· ··· ··· ··· ··· ··· ··· ··· ··· ··· ··· ··· ··· ··· ··· ··· ··· ··· ··· ··· ··· ··· ··· ··· ··· ··· ··· ··· ··· ··· ··· ··· ··· ··· ··· ··· ··· ··· ··· ··· ··· ··· ··· ··· ··· ··· ··· ··· ··· ··· ··· ··· ··· ··· ··· ··· ··· ··· ··· ··· ··· ··· ··· ··· ··· ··· ··· ··· ··· ··· ··· ··· ··· ··· ··· ··· ··· ··· ··· ··· ··· ··· ··· ··· ··· ··· ··· ··· ··· ··· ··· ··· ··· ··· ··· ··· ··· ··· ··· ··· ··· ··· ··· ··· ··· ··· ··· ··· ··· ··· ··· ··· ··· ··· ··· ··· ··· ··· ··· ··· ··· ··· ··· ··· ··· ··· ··· ··· ··· ··· ··· ··· ··· ··· ··· ··· ··· ··· ··· ··· ··· ··· ··· ··· ··· ··· ··· ··· ··· ··· ··· ··· ··· ··· ··· ··· ··· ··· ··· ··· ··· ··· ··· ··· ··· ··· ··· ··· ··· ··· ··· ··· ··· ··· ··· ··· ··· ··· ··· ··· ··· ··· ··· ··· ··· ··· ··· ··· ··· ··· ··· ··· ··· ··· ··· ··· ··· ··· ··· ··· ··· ··· ··· ··· ··· ··· ··· ··· ··· ··· ··· ··· ··· ··· ··· ··· ··· ··· ··· ··· ··· ··· ··· ··· ··· ··· ··· ··· ··· ··· ··· ··· ··· ··· ··· ··· ··· ··· ··· ··· ··· ··· ··· ··· ··· ··· ··· ··· ··· ··· ··· ··· ··· ··· ··· ··· ··· ··· ··· ··· ··· ··· ··· ··· ··· ··· ··· ··· ··· ··· ··· ··· ··· ··· ··· ··· ··· ··· ··· ··· ··· ··· ··· ··· ··· ··· ··· ··· ··· ··· ··· ··· ··· ··· ··· ··· ··· ··· ··· ··· ··· ··· ··· ··· ··· ··· ··· ··· ··· ··· ··· ··· ··· ··· ··· ··· ··· ··· ··· ··· ··· ··· ··· ··· ··· ··· ··· ··· ··· ··· ··· ··· ··· ··· ··· ··· ··· ··· ··· ··· ··· ··· ··· ··· ··· ··· ··· ··· ··· ··· ··· ··· ··· ··· ··· ··· ··· ··· ··· ··· ··· ··· ··· ··· ··· ··· ··· ··· ··· ··· ··· ··· ··· ··· ··· ··· ··· ··· ··· ··· ··· ··· ··· ··· ··· ··· ··· ··· ··· ··· ··· ··· ··· ··· ··· ··· ··· ··· ··· ··· ··· ··· ··· ··· ··· ··· ··· ··· ··· ··· ··· ··· ··· ··· ··· ··· ··· ··· ··· ··· ··· ··· ··· ··· ··· ··· ··· ··· ··· ··· ··· ··· ··· ··· ··· ··· ··· ··· ··· ··· ··· ··· ··· ··· ··· ··· ··· ··· ··· ··· ··· ··· ··· ··· ··· ··· ··· ··· ··· ··· ··· ··· ··· ··· ··· ··· ··· ··· ··· ··· ··· ··· ··· ··· ··· ··· ··· ··· ··· ··· ··· ··· ··· ··· ··· ··· ··· ··· ··· ··· ··· ··· ··· ··· ··· ··· ··· ··· ··· ··· ··· ··· ··· ··· ··· ··· ··· ··· ··· ··· ··· ··· ··· ··· ··· ··· ··· ··· ··· ··· ··· ··· ··· ··· ··· ··· ··· ··· ··· ··· ··· ··· ··· ··· ··· ··· ··· ··· ··· ··· ··· ··· ··· ··· ··· ··· ··· ··· ··· ··· ··· ··· ··· ··· ··· ··· ··· ··· ··· ··· ··· ··· ··· ··· ··· ··· ··· ··· ··· ··· ··· ··· ··· ··· ··· ··· ··· ··· ··· ··· ··· ··· ··· ··· ··· ··· ··· ··· ··· ··· ··· ··· ··· ··· ··· ··· ··· ··· ··· ··· ··· ··· ··· ··· ··· ··· ··· ··· ··· ··· ··· ··· ··· ··· ··· ··· ··· ··· ··· ··· ··· ··· ··· ··· ··· ··· ··· ··· ··· ··· ··· ··· ··· ··· ··· ··· ··· ··· ··· ··· ··· ··· ··· ··· ··· ··· ··· ··· ··· ··· ··· ··· ··· ··· ··· ··· ··· ··· ··· ··· ··· ··· ··· ··· ··· ··· ··· ··· ··· ··· ··· ··· ··· ··· ··· ··· ··· ··· ··· ··· ··· ··· ··· ··· ··· ··· ··· ··· ··· ··· ··· ··· ··· ··· ··· ··· ··· ··· ··· ··· ··· ··· ··· ··· ··· ··· ··· ··· ··· ··· ··· ··· ··· ··· ··· ··· ··· ··· ··· ··· ··· ··· ··· ··· ··· ··· ··· ··· ··· ··· ··· ··· ··· ··· ··· ··· ··· ··· ··· ··· ··· ··· ··· ··· ··· ··· ··· ··· ··· ··· ··· ··· ··· ··· ··· ··· ··· ··· ··· ··· ··· ··· ··· ··· ··· ··· ··· ··· ··· ··· ··· ··· ··· ··· ··· ··· ··· ··· ··· ··· ··· ··· ··· ··· ··· ··· ··· ··· ··· ··· ··· ··· ··· ··· ··· ··· ··· ··· ··· ··· ··· ··· ··· ··· ··· ··· ··· ··· ··· ··· ··· ··· ··· ···: [392, 485, 623, 1197]
- lottery-intro: ΑΘΗΝΑΙ, 6.— Κατὰ τὴν πέμπτην ἡμέραν τῶν διαδοχικῶν κληρώσεων τοῦ Ἐθνικοῦ Λαχείου, ἐξῆλθον οἱ κάτωθι ἀριθμοί, κερδίζοντες τὰ ἀντίστοιχα ποσά:: [402, 140, 942, 161]
- table-column-header: Δραχ.: [719, 189, 766, 200]
- table-row: ····· ···· ····· ···· ····· ···· ····· ···· ····· ···· ····· ····: [405, 221, 937, 229]
- table-row: ····· ···· ····· ···· ····· ···· ····· ···· ····· ···· ····· ····: [405, 211, 937, 219]
- article-body: Ὁ κ. Γιάννης Βούρβας ἀφίκετο ἐκ Γερμανίας.: [392, 2207, 564, 2216]
- price-list: [962, 1494, 1136, 1592]
- lottery-headline: ΟΙ ΚΕΡΔΙΖΟΝΤΕΣ ΑΡΙΘΜΟΙ ΤΟΥ ΕΘΝΙΚΟΥ ΛΑΧΕΙΟΥ: [392, 69, 952, 136]
- article-body: ΑΘΗΝΑΙ, 6. Εἰς τὴν χρηματαγορὰν αἱ τιμαὶ τῶν χρυσῶν λιρῶν διεμορφώθησαν ὡς ἑξῆς. Ἀγγλικὴ 296,00—296,75. Κωνσταντίνου 295,30.: [392, 1608, 589, 1633]
- column-rule: [957, 39, 958, 2296]
- price-row: ·········· ···· ····: [962, 1631, 1136, 1641]
- article-headline: ΕΙΣ ΣΟΒΑΡΟΣ ΤΡΑΥΜΑΤΙΑΣ ΚΑΙ ΤΡΕΙΣ ΕΛΑΦΡΟΤΕΡΟΝ ΕΚ ΣΥΓΚΡΟΥΣΕΩΣ ΤΖΙΠ — ΦΟΡΤΗΓΟΥ: [962, 75, 1136, 129]
- price-row: ·········· ···· ····: [962, 1710, 1136, 1720]
- article-headline: ΕΚΤΕΛΕΣΙΣ ΒΟΛΗΣ: [993, 1157, 1105, 1170]
- table-row: ····· ···· ····· ···· ····· ···· ····· ···· ····· ···· ····· ····: [405, 289, 937, 297]
- lottery-table: [392, 189, 952, 455]
- article-body: ΑΘΗΝΑΙ, 6. Δι' ἀποφάσεως ἱδρύονται νέαι διαιρέσεις.: [962, 912, 1136, 929]
- ad-text: [628, 2033, 952, 2090]
- table-row: ····· ···· ····· ···· ····· ···· ····· ···· ····· ···· ····· ····: [405, 250, 937, 258]
- ad-seller: ΝΙΚΟΛΑΪΔΗΣ Α.Ε. ΤΣΙΜΙΣΚΗ 36: [1182, 2237, 1553, 2261]
- market-category: ΔΗΜΗΤΡΙΑΚΑ — ΑΛΕΥΡΑ — ΟΣΠΡΙΑ: [962, 1322, 1136, 1333]
- right-column: [1148, 69, 1560, 1727]
- price-row: ·········· ···· ····: [962, 1464, 1136, 1473]
- price-row: ·········· ···· ····: [962, 1680, 1136, 1690]
- table-row: ····· ···· ····· ···· ····· ···· ····· ···· ····· ···· ····· ····: [405, 280, 937, 287]
- price-row: ·········· ···· ····: [962, 1524, 1136, 1532]
- article-body: ΑΘΗΝΑΙ, 6. Ἡ χρυσῆ λίρα ἔκλεισε σήμερον εἰς 295,30.: [392, 1787, 589, 1804]
- table-title: ΚΕΡΔΗ 1000 ΔΡΑΧΜΩΝ ΚΑΙ ΑΝΩ: [392, 166, 952, 185]
- section-label: Ἡ ἀθλητικὴ κίνησις: [37, 57, 238, 80]
- table-column-header: Δραχ.: [626, 189, 673, 200]
- article-headline: ΜΙΚΡΑΙ ΕΙΔΗΣΕΙΣ ΕΞ ΑΘΗΝΩΝ ΧΩΡΙΣ ΤΙΤΛΟΝ: [1183, 1345, 1525, 1362]
- market-category: ΕΛΑΙΑ — ΣΑΠΩΝΕΣ — ΕΛΑΙΑΙ: [978, 1479, 1120, 1490]
- ad-line: ποσης τη μονιαδικη διεθνη εκθεση της ελλαδος: [628, 2045, 841, 2055]
- article-body: ΧΑΛΚΙΣ, 6. Μυστήριον ἐξακολουθεῖ νὰ καλύπτῃ τὴν δολοφονίαν τοῦ γέροντος Ἑλληνοαμερικανοῦ.: [962, 367, 1136, 391]
- article-body: ΒΑΣΙΓΚΤΩΝ, 6. Ὁ ἀντιπρόεδρος ἐπεσκέφθη τὸν πρόεδρον.: [1148, 607, 1368, 616]
- article-body: ΒΗΡΥΤΟΣ, 6. Κατὰ πληροφορίας ἐκ Βαγδάτης τὰ ἀεροδρόμια τοῦ Ἰρὰκ παραμένουν κλειστὰ κατὰ τὴν νύκτα. Οὐδεμία ἐξήγησις δίδεται διὰ τὸ μέτρον. ΣΥΜΠΛΟΚΗ ΕΙΣ ΒΑΣΣΟΡΑΝ. Ἡ πολιτοφυλακὴ ζητεῖ νὰ ἐξοπλισθῇ. ΟΙ ΤΟΥΡΚΙΚΑΙ ΦΥΓΑΔΕΣ.: [1148, 743, 1560, 768]
- lottery-section: [392, 69, 952, 1197]
- price-row: ·········· ···· ····: [962, 1641, 1136, 1651]
